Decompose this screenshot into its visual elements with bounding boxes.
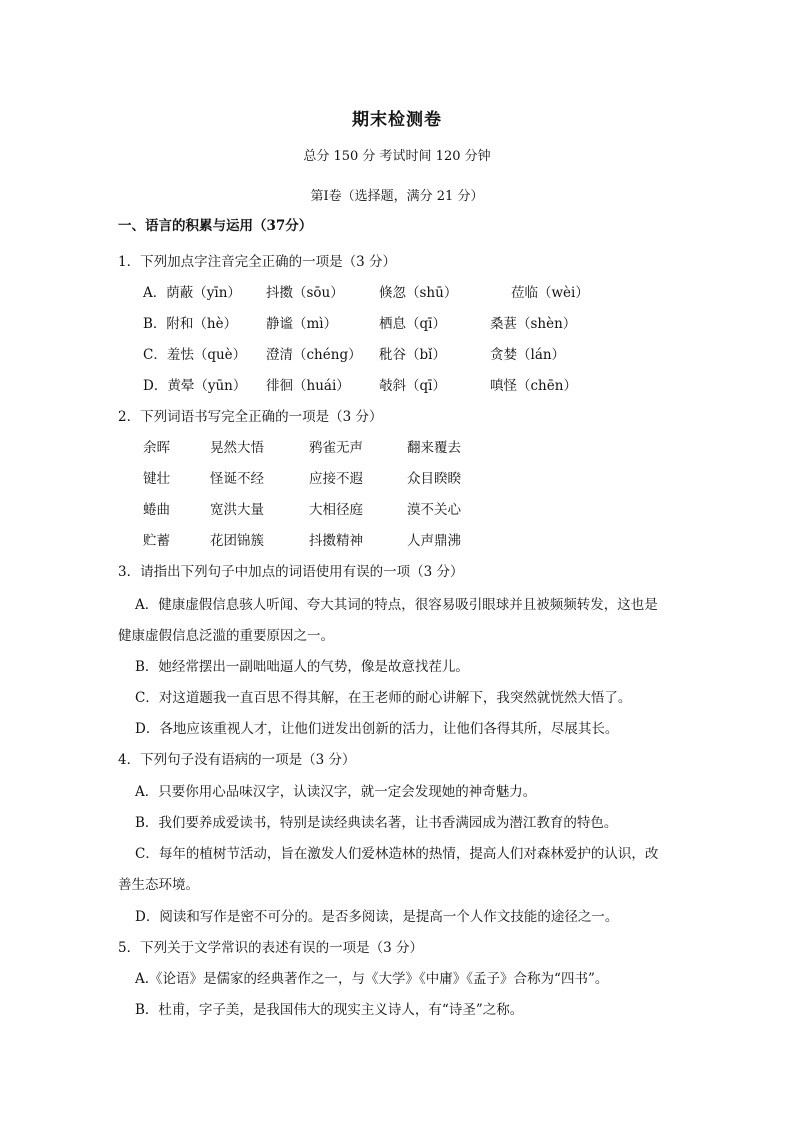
word-group-item: 晃然大悟 (210, 440, 264, 456)
option-d-item: 嗔怪（chēn） (490, 378, 577, 394)
volume-heading: 第Ⅰ卷（选择题，满分 21 分） (310, 189, 484, 204)
question-2-word-row (0, 436, 794, 456)
question-3-option-a: A．健康虚假信息骇人听闻、夸大其词的特点，很容易吸引眼球并且被频频转发，这也是 (135, 597, 658, 613)
option-b-item: B．附和（hè） (143, 316, 238, 332)
question-5-option-a: A.《论语》是儒家的经典著作之一，与《大学》《中庸》《孟子》合称为“四书”。 (135, 971, 609, 987)
option-c-item: 贪婪（lán） (490, 347, 566, 363)
question-4-option-b: B．我们要养成爱读书，特别是读经典读名著，让书香满园成为潜江教育的特色。 (135, 815, 618, 831)
question-3-option-b: B．她经常摆出一副咄咄逼人的气势，像是故意找茬儿。 (135, 659, 469, 675)
word-group-item: 键壮 (143, 471, 170, 487)
question-4-option-c: C．每年的植树节活动，旨在激发人们爱林造林的热情，提高人们对森林爱护的认识，改 (135, 846, 659, 862)
question-1-stem: 1．下列加点字注音完全正确的一项是（3 分） (118, 254, 396, 270)
option-c-item: 澄清（chéng） (266, 347, 362, 363)
question-1-option-row (0, 281, 794, 301)
option-d-item: D．黄晕（yūn） (143, 378, 247, 394)
option-c-item: 秕谷（bǐ） (379, 347, 446, 363)
word-group-item: 花团锦簇 (210, 533, 264, 549)
option-a-item: A．荫蔽（yīn） (143, 285, 241, 301)
word-group-item: 漠不关心 (407, 502, 461, 518)
option-b-item: 静谧（mì） (266, 316, 338, 332)
word-group-item: 怪诞不经 (210, 471, 264, 487)
question-4-stem: 4．下列句子没有语病的一项是（3 分） (118, 752, 356, 768)
question-2-word-row (0, 467, 794, 487)
word-group-item: 宽洪大量 (210, 502, 264, 518)
word-group-item: 余晖 (143, 440, 170, 456)
word-group-item: 蜷曲 (143, 502, 170, 518)
word-group-item: 贮蓄 (143, 533, 170, 549)
question-2-word-row (0, 529, 794, 549)
word-group-item: 翻来覆去 (407, 440, 461, 456)
question-1-option-row (0, 374, 794, 394)
question-1-option-row (0, 312, 794, 332)
question-5-stem: 5．下列关于文学常识的表述有误的一项是（3 分） (118, 940, 423, 956)
word-group-item: 应接不遐 (309, 471, 363, 487)
section-heading: 一、语言的积累与运用（37分） (118, 218, 313, 234)
word-group-item: 鸦雀无声 (309, 440, 363, 456)
question-3-option-d: D．各地应该重视人才，让他们迸发出创新的活力，让他们各得其所，尽展其长。 (135, 721, 619, 737)
page-title: 期末检测卷 (352, 110, 442, 130)
option-c-item: C．羞怯（què） (143, 347, 247, 363)
word-group-item: 抖擞精神 (309, 533, 363, 549)
question-3-option-c: C．对这道题我一直百思不得其解，在王老师的耐心讲解下，我突然就恍然大悟了。 (135, 690, 632, 706)
question-2-word-row (0, 498, 794, 518)
word-group-item: 众目睽睽 (407, 471, 461, 487)
question-4-option-a: A．只要你用心品味汉字，认读汉字，就一定会发现她的神奇魅力。 (135, 784, 537, 800)
option-a-item: 抖擞（sōu） (266, 285, 344, 301)
option-d-item: 徘徊（huái） (266, 378, 350, 394)
option-a-item: 莅临（wèi） (511, 285, 589, 301)
question-4-option-c-continued: 善生态环境。 (118, 877, 199, 893)
question-3-option-a-continued: 健康虚假信息泛滥的重要原因之一。 (118, 628, 334, 644)
question-3-stem: 3．请指出下列句子中加点的词语使用有误的一项（3 分） (118, 564, 464, 580)
option-d-item: 攲斜（qī） (379, 378, 446, 394)
word-group-item: 人声鼎沸 (407, 533, 461, 549)
option-b-item: 栖息（qī） (379, 316, 446, 332)
word-group-item: 大相径庭 (309, 502, 363, 518)
question-5-option-b: B．杜甫，字子美，是我国伟大的现实主义诗人，有“诗圣”之称。 (135, 1002, 524, 1018)
question-2-stem: 2．下列词语书写完全正确的一项是（3 分） (118, 409, 383, 425)
exam-info: 总分 150 分 考试时间 120 分钟 (303, 149, 491, 164)
question-1-option-row (0, 343, 794, 363)
option-a-item: 倏忽（shū） (379, 285, 458, 301)
question-4-option-d: D．阅读和写作是密不可分的。是否多阅读，是提高一个人作文技能的途径之一。 (135, 909, 619, 925)
option-b-item: 桑葚（shèn） (490, 316, 577, 332)
